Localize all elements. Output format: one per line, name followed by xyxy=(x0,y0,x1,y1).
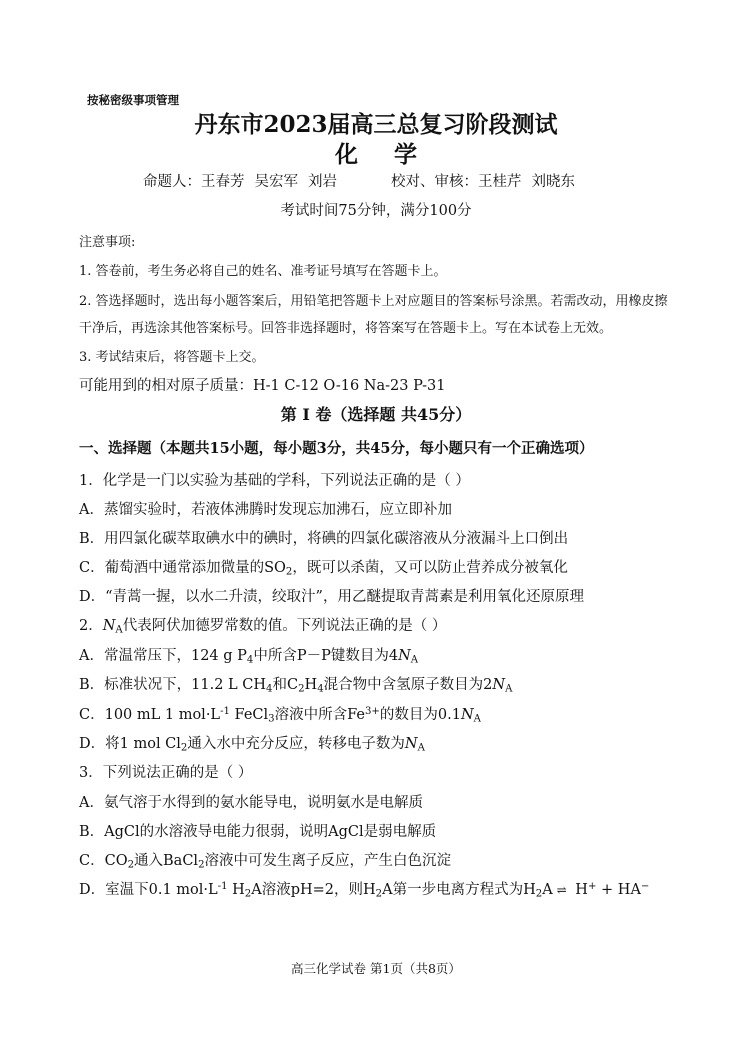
authors-line xyxy=(143,170,575,191)
q3-option-d: D．室温下0.1 $mol\cdot L^{-1}$ $H_2A$溶液pH=2，则$H_2A$第一步电离方程式为$H_2A$ ⇌ H+ + HA− xyxy=(79,880,650,900)
note-2b: 干净后，再选涂其他答案标号。回答非选择题时，将答案写在答题卡上。写在本试卷上无效。 xyxy=(79,321,613,336)
subject-title xyxy=(0,136,752,169)
atomic-mass: 可能用到的相对原子质量：H-1 C-12 O-16 Na-23 P-31 xyxy=(79,378,446,394)
authors-label: 命题人：王春芳 xyxy=(143,174,245,190)
q1-option-d: D．“青蒿一握，以水二升渍，绞取汁”，用乙醚提取青蒿素是利用氧化还原原理 xyxy=(79,589,584,605)
page-footer: 高三化学试卷 第1页（共8页） xyxy=(291,961,461,976)
q1-stem: 1．化学是一门以实验为基础的学科，下列说法正确的是（ ） xyxy=(79,473,470,489)
q1-option-c: C．葡萄酒中通常添加微量的$SO_2$，既可以杀菌，又可以防止营养成分被氧化 xyxy=(79,560,568,578)
section-title: 第 Ⅰ 卷（选择题 共45分） xyxy=(280,405,472,424)
subject-char-2: 学 xyxy=(394,141,417,168)
section-instructions: 一、选择题（本题共15小题，每小题3分，共45分，每小题只有一个正确选项） xyxy=(79,440,594,457)
q3-option-b: B．AgCl的水溶液导电能力很弱，说明AgCl是弱电解质 xyxy=(79,824,437,840)
note-1: 1. 答卷前，考生务必将自己的姓名、准考证号填写在答题卡上。 xyxy=(79,264,447,279)
q1-option-b: B．用四氯化碳萃取碘水中的碘时，将碘的四氯化碳溶液从分液漏斗上口倒出 xyxy=(79,531,569,547)
note-3: 3. 考试结束后，将答题卡上交。 xyxy=(79,350,265,365)
author-3: 刘岩 xyxy=(308,174,337,190)
q3-option-c: C．$CO_2$通入BaCl$_2$溶液中可发生离子反应，产生白色沉淀 xyxy=(79,853,452,871)
equilibrium-arrow-icon: ⇌ xyxy=(556,883,567,897)
q2-option-d: D．将1 mol $Cl_2$通入水中充分反应，转移电子数为$N_A$ xyxy=(79,736,425,754)
notes-title: 注意事项: xyxy=(79,235,136,250)
q3-option-a: A．氨气溶于水得到的氨水能导电，说明氨水是电解质 xyxy=(79,795,423,811)
exam-title: 丹东市2023届高三总复习阶段测试 xyxy=(194,111,558,138)
note-2a: 2. 答选择题时，选出每小题答案后，用铅笔把答题卡上对应题目的答案标号涂黑。若需改动，用橡皮擦 xyxy=(79,294,668,309)
reviewers-label: 校对、审核：王桂芹 xyxy=(391,174,522,190)
reviewer-2: 刘晓东 xyxy=(531,174,575,190)
exam-time: 考试时间75分钟，满分100分 xyxy=(280,203,472,219)
q2-option-a: A．常温常压下，124 g $P_4$中所含P－P键数目为$4N_A$ xyxy=(79,648,419,666)
q2-option-b: B．标准状况下，11.2 L $CH_4$和$C_2H_4$混合物中含氢原子数目为$2N_A$ xyxy=(79,677,513,695)
subject-char-1: 化 xyxy=(335,141,358,168)
q2-stem: 2．$N_A$代表阿伏加德罗常数的值。下列说法正确的是（ ） xyxy=(79,618,447,636)
q1-option-a: A．蒸馏实验时，若液体沸腾时发现忘加沸石，应立即补加 xyxy=(79,502,452,518)
confidential-label: 按秘密级事项管理 xyxy=(87,93,179,107)
q2-option-c: C．100 mL 1 $mol\cdot L^{-1}$ FeCl$_3$溶液中所含$Fe^{3+}$的数目为$0.1N_A$ xyxy=(79,705,481,725)
author-2: 吴宏军 xyxy=(254,174,298,190)
q3-stem: 3．下列说法正确的是（ ） xyxy=(79,765,253,781)
